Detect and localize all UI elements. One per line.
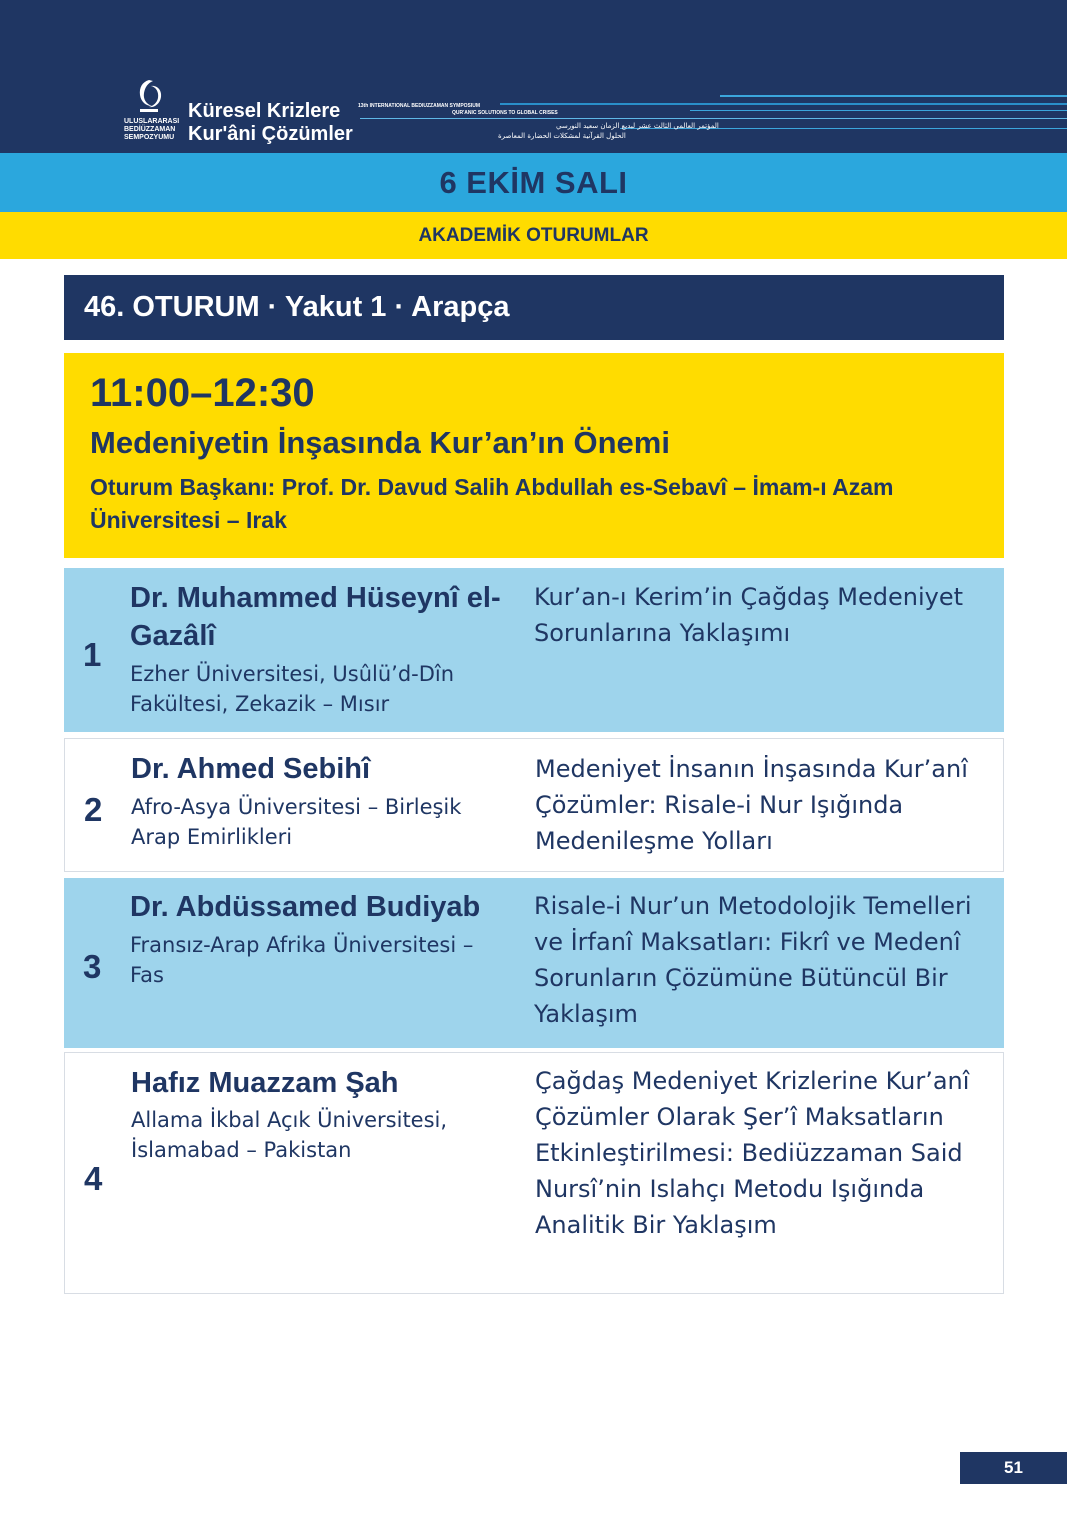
presentation-number: 1 <box>83 636 102 673</box>
arabic-title-line2: الحلول القرآنية لمشكلات الحضارة المعاصرة <box>498 132 626 140</box>
presenter-affiliation: Afro-Asya Üniversitesi – Birleşik Arap Emirlikleri <box>131 795 462 849</box>
section-label: AKADEMİK OTURUMLAR <box>418 224 649 246</box>
session-topic: Medeniyetin İnşasında Kur’an’ın Önemi <box>90 425 670 460</box>
presentation-number: 3 <box>83 948 102 985</box>
header-banner <box>0 0 1067 153</box>
presentation-row <box>64 878 1004 1048</box>
session-time: 11:00–12:30 <box>90 371 315 415</box>
day-band <box>0 153 1067 212</box>
presentation-title: Kur’an-ı Kerim’in Çağdaş Medeniyet Sorunlarına Yaklaşımı <box>534 583 963 647</box>
presentation-row <box>64 1052 1004 1294</box>
presenter-name: Dr. Abdüssamed Budiyab <box>130 891 481 923</box>
intl-solutions-line: QUR'ANIC SOLUTIONS TO GLOBAL CRISES <box>452 110 558 116</box>
logo-title <box>188 100 353 146</box>
presenter-name: Dr. Ahmed Sebihî <box>131 753 371 785</box>
presentation-title: Çağdaş Medeniyet Krizlerine Kur’anî Çözümler Olarak Şer’î Maksatların Etkinleştirilmesi: Bediüzzaman Said Nursî’nin Islahçı Metodu Işığında Analitik Bir Yaklaşım <box>535 1067 970 1239</box>
presentation-title: Medeniyet İnsanın İnşasında Kur’anî Çözümler: Risale-i Nur Işığında Medenileşme Yolları <box>535 755 968 855</box>
presentation-number: 4 <box>84 1160 103 1197</box>
decorative-stripe <box>690 110 1067 111</box>
decorative-stripe <box>720 95 1067 97</box>
presenter-affiliation: Ezher Üniversitesi, Usûlü’d-Dîn Fakültesi, Zekazik – Mısır <box>130 662 455 716</box>
logo-title-line2: Kur'âni Çözümler <box>188 123 353 145</box>
presenter-name: Hafız Muazzam Şah <box>131 1067 399 1099</box>
logo-subtitle: ULUSLARARASI BEDİÜZZAMAN SEMPOZYUMU <box>124 118 180 141</box>
presentation-number: 2 <box>84 791 103 828</box>
session-info-box <box>64 353 1004 558</box>
logo-title-line1: Küresel Krizlere <box>188 100 341 122</box>
page-number: 51 <box>1004 1458 1023 1477</box>
session-title: 46. OTURUM · Yakut 1 · Arapça <box>84 291 510 323</box>
arabic-title-line1: المؤتمر العالمي الثالث عشر لبديع الزمان سعيد النورسي <box>556 122 719 130</box>
section-band <box>0 212 1067 259</box>
session-chair: Oturum Başkanı: Prof. Dr. Davud Salih Abdullah es-Sebavî – İmam-ı Azam Üniversitesi – Irak <box>90 474 894 533</box>
presenter-affiliation: Fransız-Arap Afrika Üniversitesi – Fas <box>130 933 474 987</box>
page-number-badge <box>960 1452 1067 1484</box>
symposium-logo-icon <box>134 78 164 116</box>
session-header <box>64 275 1004 340</box>
intl-symposium-line: 13th INTERNATIONAL BEDIUZZAMAN SYMPOSIUM <box>358 103 481 109</box>
presenter-affiliation: Allama İkbal Açık Üniversitesi, İslamabad – Pakistan <box>131 1108 448 1162</box>
presentation-title: Risale-i Nur’un Metodolojik Temelleri ve İrfanî Maksatları: Fikrî ve Medenî Sorunların Çözümüne Bütüncül Bir Yaklaşım <box>534 892 972 1028</box>
presentation-row <box>64 568 1004 732</box>
presentation-row <box>64 738 1004 872</box>
day-label: 6 EKİM SALI <box>439 164 628 200</box>
decorative-stripe <box>500 103 1067 105</box>
presenter-name: Dr. Muhammed Hüseynî el-Gazâlî <box>130 582 501 652</box>
decorative-stripe <box>360 118 1067 119</box>
